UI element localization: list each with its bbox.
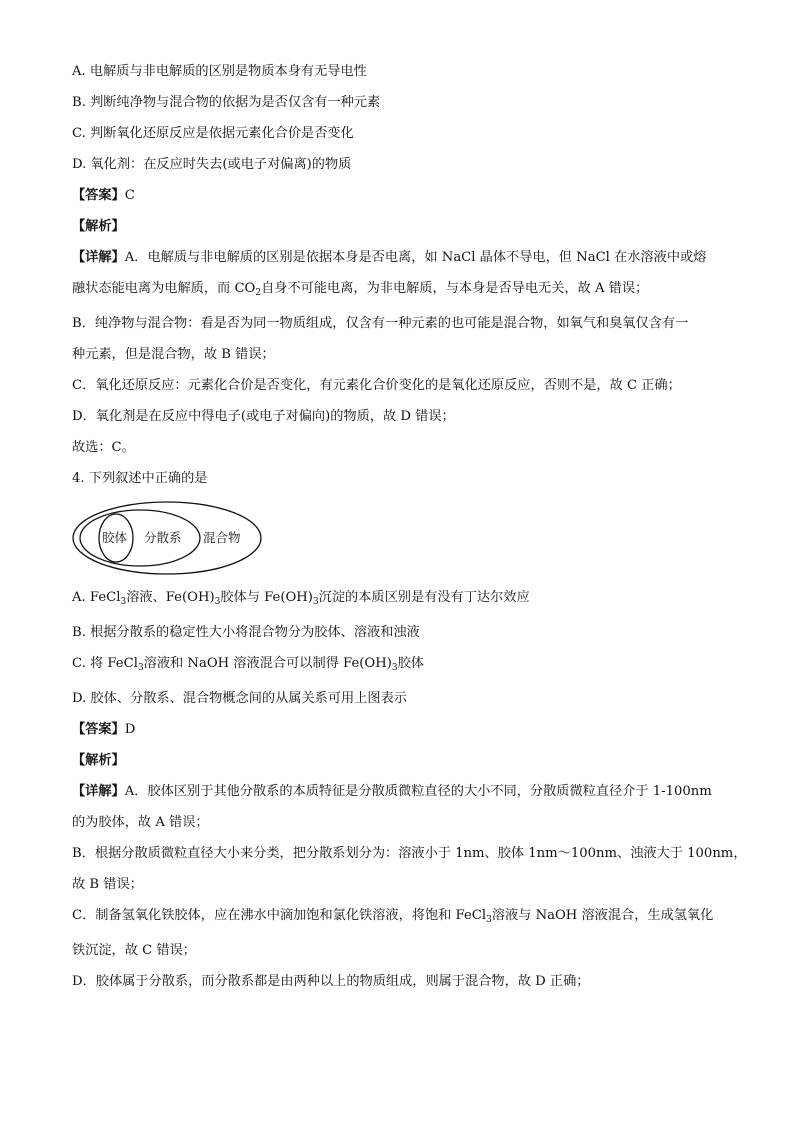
answer-value: C — [124, 188, 135, 203]
text-part: 融状态能电离为电解质，而 CO — [72, 281, 256, 296]
text-part: 胶体与 Fe(OH) — [220, 590, 313, 605]
text-part: 自身不可能电离，为非电解质，与本身是否导电无关，故 A 错误； — [261, 281, 649, 296]
text-part: A. FeCl — [72, 590, 121, 605]
q3-detail-a-line2 — [72, 279, 728, 303]
q3-analysis-heading — [72, 217, 728, 237]
q4-detail-b-line1: B．根据分散质微粒直径大小来分类，把分散系划分为：溶液小于 1nm、胶体 1nm～100nm、浊液大于 100nm， — [72, 846, 747, 861]
answer-tag: 【答案】 — [72, 722, 125, 737]
text-part: 胶体 — [397, 656, 424, 671]
label-dispersion: 分散系 — [144, 530, 182, 545]
q4-detail-b-line2: 故 B 错误； — [72, 877, 143, 892]
detail-text: A．胶体区别于其他分散系的本质特征是分散质微粒直径的大小不同，分散质微粒直径介于 1-100nm — [124, 784, 712, 799]
q4-detail-d: D．胶体属于分散系，而分散系都是由两种以上的物质组成，则属于混合物，故 D 正确； — [72, 974, 590, 989]
subscript: 3 — [214, 597, 221, 607]
label-colloid: 胶体 — [102, 530, 128, 545]
subscript: 3 — [137, 663, 144, 673]
subscript: 2 — [255, 288, 262, 298]
venn-diagram — [72, 500, 272, 576]
label-mixture: 混合物 — [203, 530, 241, 545]
detail-tag: 【详解】 — [72, 784, 125, 799]
q4-stem: 4. 下列叙述中正确的是 — [72, 471, 208, 486]
detail-tag: 【详解】 — [72, 250, 125, 265]
q3-option-a: A. 电解质与非电解质的区别是物质本身有无导电性 — [72, 64, 367, 79]
q4-detail-a-line1 — [72, 782, 728, 802]
q4-option-d: D. 胶体、分散系、混合物概念间的从属关系可用上图表示 — [72, 691, 407, 706]
q4-option-b: B. 根据分散系的稳定性大小将混合物分为胶体、溶液和浊液 — [72, 625, 420, 640]
text-part: 沉淀的本质区别是有没有丁达尔效应 — [318, 590, 530, 605]
q3-option-b: B. 判断纯净物与混合物的依据为是否仅含有一种元素 — [72, 95, 381, 110]
q3-detail-c: C．氧化还原反应：元素化合价是否变化，有元素化合价变化的是氧化还原反应，否则不是，故 C 正确； — [72, 378, 681, 393]
q4-option-a — [72, 588, 728, 612]
q4-analysis-heading — [72, 751, 728, 771]
text-part: 溶液和 NaOH 溶液混合可以制得 Fe(OH) — [143, 656, 392, 671]
q4-detail-c-line2: 铁沉淀，故 C 错误； — [72, 943, 196, 958]
answer-value: D — [124, 722, 136, 737]
q3-option-d: D. 氧化剂：在反应时失去(或电子对偏离)的物质 — [72, 157, 352, 172]
answer-tag: 【答案】 — [72, 188, 125, 203]
q4-detail-c-line1 — [72, 906, 728, 930]
text-part: C. 将 FeCl — [72, 656, 138, 671]
q4-answer — [72, 720, 728, 740]
subscript: 3 — [391, 663, 398, 673]
q3-detail-a-line1 — [72, 248, 728, 268]
text-part: 溶液与 NaOH 溶液混合，生成氢氧化 — [491, 908, 714, 923]
text-part: C．制备氢氧化铁胶体，应在沸水中滴加饱和氯化铁溶液，将饱和 FeCl — [72, 908, 487, 923]
q3-detail-b-line2: 种元素，但是混合物，故 B 错误； — [72, 347, 275, 362]
analysis-tag: 【解析】 — [72, 219, 125, 234]
q3-detail-d: D．氧化剂是在反应中得电子(或电子对偏向)的物质，故 D 错误； — [72, 409, 455, 424]
subscript: 3 — [120, 597, 127, 607]
q3-choice: 故选：C。 — [72, 440, 135, 455]
subscript: 3 — [486, 915, 492, 925]
q3-answer — [72, 186, 728, 206]
q3-option-c: C. 判断氧化还原反应是依据元素化合价是否变化 — [72, 126, 354, 141]
subscript: 3 — [312, 597, 319, 607]
q4-detail-a-line2: 的为胶体，故 A 错误； — [72, 815, 209, 830]
q4-option-c — [72, 654, 728, 678]
document-page — [72, 62, 747, 1003]
detail-text: A．电解质与非电解质的区别是依据本身是否电离，如 NaCl 晶体不导电，但 NaCl 在水溶液中或熔 — [124, 250, 707, 265]
text-part: 溶液、Fe(OH) — [126, 590, 215, 605]
middle-ellipse — [80, 510, 200, 566]
q3-detail-b-line1: B．纯净物与混合物：看是否为同一物质组成，仅含有一种元素的也可能是混合物，如氧气和臭氧仅含有一 — [72, 316, 689, 331]
analysis-tag: 【解析】 — [72, 753, 125, 768]
